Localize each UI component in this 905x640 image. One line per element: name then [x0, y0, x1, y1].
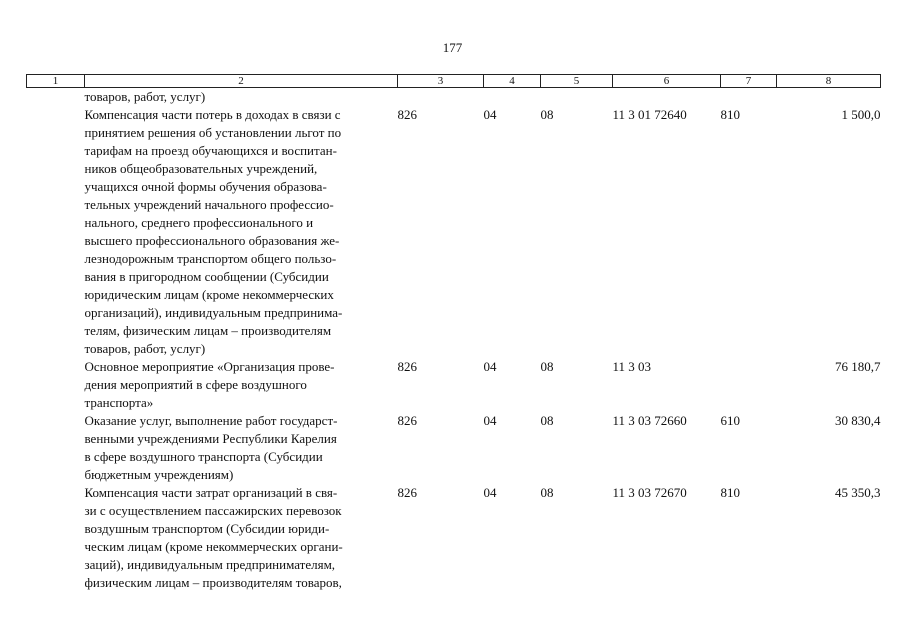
cell-admin-code: 826	[397, 359, 417, 374]
cell-section	[484, 88, 541, 107]
name-line: Оказание услуг, выполнение работ государст-	[84, 413, 338, 428]
cell-expense-type	[721, 88, 777, 107]
table-row	[27, 484, 881, 592]
table-row	[27, 88, 881, 107]
cell-target-article: 11 3 03	[612, 359, 652, 374]
cell-name	[85, 106, 398, 358]
cell-amount: 45 350,3	[835, 485, 881, 500]
cell-subsection: 08	[540, 485, 554, 500]
cell-expense-type: 810	[720, 485, 740, 500]
name-line: телям, физическим лицам – производителям	[84, 323, 332, 338]
cell-target-article: 11 3 03 72660	[612, 413, 687, 428]
cell-section: 04	[483, 485, 497, 500]
column-header-5: 5	[541, 75, 613, 88]
cell-section: 04	[483, 413, 497, 428]
cell-amount: 1 500,0	[841, 107, 881, 122]
cell-name	[85, 88, 398, 107]
cell-admin-code: 826	[397, 485, 417, 500]
name-line: заций), индивидуальным предпринимателям,	[84, 557, 336, 572]
cell-col-1	[27, 484, 85, 592]
name-line: ческим лицам (кроме некоммерческих органи-	[84, 539, 343, 554]
cell-col-1	[27, 412, 85, 484]
name-line: товаров, работ, услуг)	[84, 341, 206, 356]
name-line: лезнодорожным транспортом общего пользо-	[84, 251, 337, 266]
name-line: бюджетным учреждениям)	[84, 467, 234, 482]
cell-target-article	[613, 88, 721, 107]
column-number-header-row	[27, 75, 881, 88]
name-line: тарифам на проезд обучающихся и воспитан-	[84, 143, 337, 158]
name-line: дения мероприятий в сфере воздушного	[84, 377, 307, 392]
cell-subsection: 08	[540, 107, 554, 122]
name-line: Компенсация части затрат организаций в свя-	[84, 485, 338, 500]
cell-name	[85, 412, 398, 484]
cell-expense-type	[721, 358, 777, 412]
name-line: ников общеобразовательных учреждений,	[84, 161, 318, 176]
cell-name	[85, 484, 398, 592]
cell-section: 04	[483, 107, 497, 122]
cell-admin-code: 826	[397, 107, 417, 122]
column-header-4: 4	[484, 75, 541, 88]
cell-amount: 76 180,7	[835, 359, 881, 374]
name-line: высшего профессионального образования же-	[84, 233, 340, 248]
name-line: тельных учреждений начального профессио-	[84, 197, 334, 212]
name-line: воздушным транспортом (Субсидии юриди-	[84, 521, 330, 536]
cell-admin-code: 826	[397, 413, 417, 428]
cell-amount: 30 830,4	[835, 413, 881, 428]
column-header-2: 2	[85, 75, 398, 88]
cell-expense-type: 610	[720, 413, 740, 428]
cell-admin-code	[398, 88, 484, 107]
cell-subsection	[541, 88, 613, 107]
cell-amount	[777, 88, 881, 107]
name-line: юридическим лицам (кроме некоммерческих	[84, 287, 334, 302]
cell-expense-type: 810	[720, 107, 740, 122]
name-line: Компенсация части потерь в доходах в связи с	[84, 107, 341, 122]
cell-subsection: 08	[540, 413, 554, 428]
name-line: нального, среднего профессионального и	[84, 215, 314, 230]
page-number: 177	[442, 40, 463, 55]
cell-col-1	[27, 88, 85, 107]
name-line: в сфере воздушного транспорта (Субсидии	[84, 449, 323, 464]
cell-subsection: 08	[540, 359, 554, 374]
cell-target-article: 11 3 01 72640	[612, 107, 687, 122]
column-header-7: 7	[721, 75, 777, 88]
column-header-6: 6	[613, 75, 721, 88]
cell-section: 04	[483, 359, 497, 374]
name-line: Основное мероприятие «Организация прове-	[84, 359, 335, 374]
name-line: учащихся очной формы обучения образова-	[84, 179, 327, 194]
column-header-3: 3	[398, 75, 484, 88]
cell-target-article: 11 3 03 72670	[612, 485, 687, 500]
column-header-8: 8	[777, 75, 881, 88]
name-line: вания в пригородном сообщении (Субсидии	[84, 269, 329, 284]
table-row	[27, 106, 881, 358]
name-line: принятием решения об установлении льгот по	[84, 125, 342, 140]
cell-name	[85, 358, 398, 412]
cell-col-1	[27, 106, 85, 358]
name-line: товаров, работ, услуг)	[84, 89, 206, 104]
name-line: зи с осуществлением пассажирских перевозок	[84, 503, 342, 518]
name-line: транспорта»	[84, 395, 154, 410]
column-header-1: 1	[27, 75, 85, 88]
name-line: организаций), индивидуальным предпринима-	[84, 305, 343, 320]
budget-table	[26, 74, 881, 592]
name-line: физическим лицам – производителям товаров,	[84, 575, 342, 590]
cell-col-1	[27, 358, 85, 412]
name-line: венными учреждениями Республики Карелия	[84, 431, 337, 446]
table-row	[27, 412, 881, 484]
table-body	[27, 88, 881, 593]
table-row	[27, 358, 881, 412]
